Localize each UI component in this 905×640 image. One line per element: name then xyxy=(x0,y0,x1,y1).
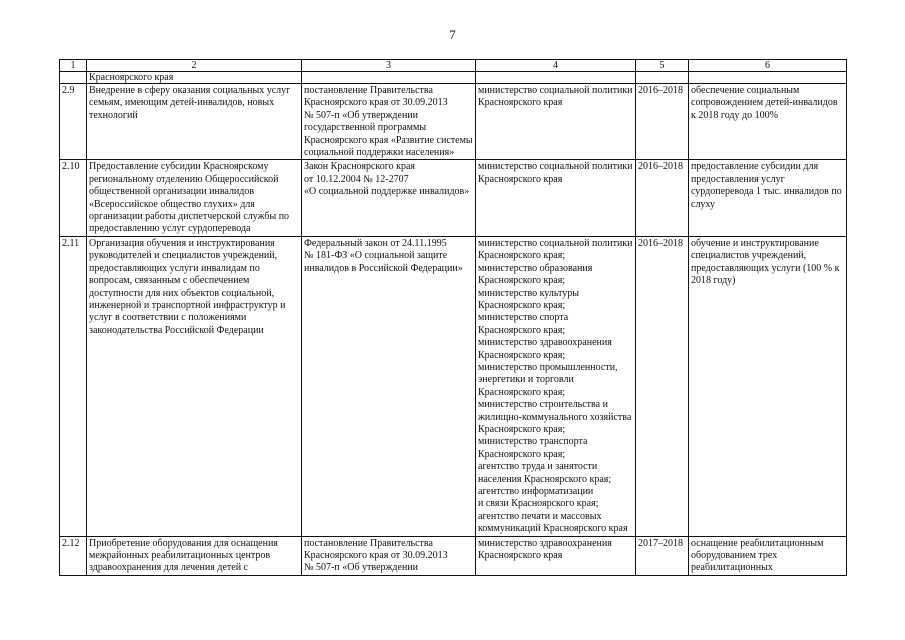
cell-legal-basis: Федеральный закон от 24.11.1995 № 181-ФЗ «О социальной защите инвалидов в Российской Федерации» xyxy=(302,236,476,536)
cell-measure: Внедрение в сферу оказания социальных услуг семьям, имеющим детей-инвалидов, новых технологий xyxy=(87,84,302,160)
cell-result: оснащение реабилитационным оборудованием трех реабилитационных xyxy=(689,536,847,575)
header-col-4: 4 xyxy=(476,60,636,72)
cell-item-number: 2.11 xyxy=(60,236,87,536)
table-row-region-continuation xyxy=(60,72,847,84)
cell-measure: Предоставление субсидии Красноярскому региональному отделению Общероссийской общественной организации инвалидов «Всероссийское общество глухих» для организации работы диспетчерской службы по предоставлению услуг сурдоперевода xyxy=(87,160,302,236)
cell-years: 2017–2018 xyxy=(636,536,689,575)
cell-executor: министерство социальной политики Красноярского края; министерство образования Красноярского края; министерство культуры Красноярского края; министерство спорта Красноярского края; министерство здравоохранения Красноярского края; министерство промышленности, энергетики и торговли Красноярского края; министерство строительства и жилищно-коммунального хозяйства Красноярского края; министерство транспорта Красноярского края; агентство труда и занятости населения Красноярского края; агентство информатизации и связи Красноярского края; агентство печати и массовых коммуникаций Красноярского края xyxy=(476,236,636,536)
cell-empty xyxy=(689,72,847,84)
cell-empty xyxy=(636,72,689,84)
cell-item-number: 2.10 xyxy=(60,160,87,236)
table-row xyxy=(60,160,847,236)
header-col-1: 1 xyxy=(60,60,87,72)
cell-executor: министерство здравоохранения Красноярского края xyxy=(476,536,636,575)
cell-result: обеспечение социальным сопровождением детей-инвалидов к 2018 году до 100% xyxy=(689,84,847,160)
table-row xyxy=(60,84,847,160)
cell-legal-basis: постановление Правительства Красноярского края от 30.09.2013 № 507-п «Об утверждении государственной программы Красноярского края «Развитие системы социальной поддержки населения» xyxy=(302,84,476,160)
header-col-2: 2 xyxy=(87,60,302,72)
table-header-row xyxy=(60,60,847,72)
cell-empty xyxy=(302,72,476,84)
cell-region-text: Красноярского края xyxy=(87,72,302,84)
cell-years: 2016–2018 xyxy=(636,160,689,236)
cell-executor: министерство социальной политики Красноярского края xyxy=(476,160,636,236)
cell-measure: Организация обучения и инструктирования руководителей и специалистов учреждений, предоставляющих услуги инвалидам по вопросам, связанным с обеспечением доступности для них объектов социальной, инженерной и транспортной инфраструктур и услуг в соответствии с положениями законодательства Российской Федерации xyxy=(87,236,302,536)
cell-item-number: 2.9 xyxy=(60,84,87,160)
header-col-3: 3 xyxy=(302,60,476,72)
cell-result: предоставление субсидии для предоставления услуг сурдоперевода 1 тыс. инвалидов по слуху xyxy=(689,160,847,236)
header-col-6: 6 xyxy=(689,60,847,72)
table-row xyxy=(60,536,847,575)
cell-legal-basis: Закон Красноярского края от 10.12.2004 № 12-2707 «О социальной поддержке инвалидов» xyxy=(302,160,476,236)
cell-years: 2016–2018 xyxy=(636,236,689,536)
cell-legal-basis: постановление Правительства Красноярского края от 30.09.2013 № 507-п «Об утверждении xyxy=(302,536,476,575)
cell-result: обучение и инструктирование специалистов учреждений, предоставляющих услуги (100 % к 2018 году) xyxy=(689,236,847,536)
measures-table xyxy=(59,59,847,576)
cell-item-number: 2.12 xyxy=(60,536,87,575)
page-number: 7 xyxy=(449,27,456,42)
table-row xyxy=(60,236,847,536)
cell-measure: Приобретение оборудования для оснащения межрайонных реабилитационных центров здравоохранения для лечения детей с xyxy=(87,536,302,575)
cell-empty xyxy=(60,72,87,84)
cell-empty xyxy=(476,72,636,84)
cell-executor: министерство социальной политики Красноярского края xyxy=(476,84,636,160)
cell-years: 2016–2018 xyxy=(636,84,689,160)
header-col-5: 5 xyxy=(636,60,689,72)
